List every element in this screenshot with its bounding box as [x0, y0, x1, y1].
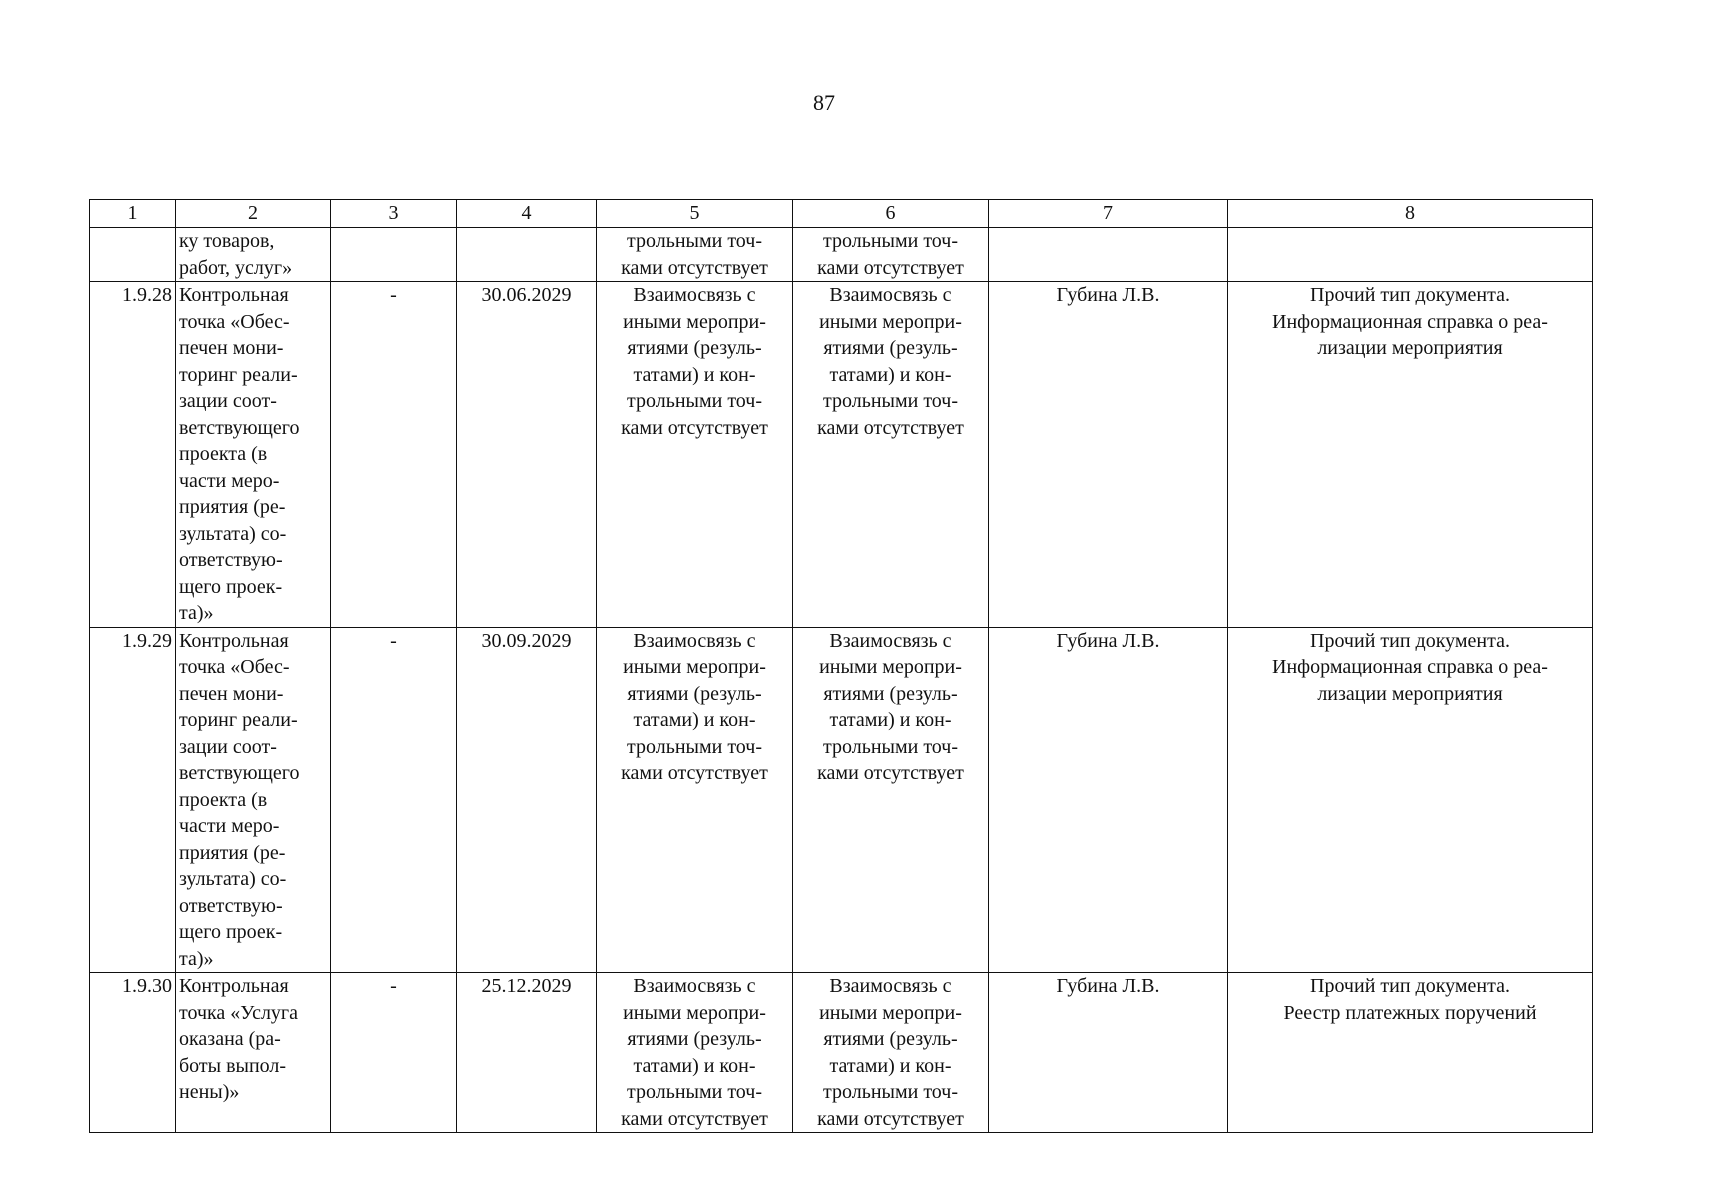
cell-num: 1.9.30: [90, 973, 176, 1133]
header-col-7: 7: [989, 200, 1228, 228]
table-row: [90, 282, 1593, 628]
table-row: [90, 627, 1593, 973]
cell-num: [90, 228, 176, 282]
cell-responsible: Губина Л.В.: [989, 973, 1228, 1133]
cell-col5: Взаимосвязь с иными меропри- ятиями (резуль- татами) и кон- трольными точ- ками отсутствует: [597, 973, 793, 1133]
header-col-1: 1: [90, 200, 176, 228]
cell-num: 1.9.28: [90, 282, 176, 628]
page-number: 87: [813, 90, 835, 115]
cell-name: Контрольная точка «Обес- печен мони- торинг реали- зации соот- ветствующего проекта (в части меро- приятия (ре- зультата) со- ответствую- щего проек- та)»: [176, 627, 331, 973]
cell-date: 30.06.2029: [457, 282, 597, 628]
cell-date: 30.09.2029: [457, 627, 597, 973]
table-row: [90, 973, 1593, 1133]
cell-document: [1228, 228, 1593, 282]
cell-num: 1.9.29: [90, 627, 176, 973]
cell-col5: Взаимосвязь с иными меропри- ятиями (резуль- татами) и кон- трольными точ- ками отсутствует: [597, 282, 793, 628]
header-col-3: 3: [331, 200, 457, 228]
cell-col3: -: [331, 282, 457, 628]
cell-col3: [331, 228, 457, 282]
cell-col5: трольными точ- ками отсутствует: [597, 228, 793, 282]
cell-col6: Взаимосвязь с иными меропри- ятиями (резуль- татами) и кон- трольными точ- ками отсутствует: [793, 282, 989, 628]
cell-col3: -: [331, 627, 457, 973]
header-col-4: 4: [457, 200, 597, 228]
cell-col6: трольными точ- ками отсутствует: [793, 228, 989, 282]
cell-col6: Взаимосвязь с иными меропри- ятиями (резуль- татами) и кон- трольными точ- ками отсутствует: [793, 627, 989, 973]
header-col-8: 8: [1228, 200, 1593, 228]
cell-col5: Взаимосвязь с иными меропри- ятиями (резуль- татами) и кон- трольными точ- ками отсутствует: [597, 627, 793, 973]
cell-document: Прочий тип документа. Информационная справка о реа- лизации мероприятия: [1228, 282, 1593, 628]
header-col-5: 5: [597, 200, 793, 228]
cell-name: Контрольная точка «Услуга оказана (ра- боты выпол- нены)»: [176, 973, 331, 1133]
header-row: [90, 200, 1593, 228]
cell-name: ку товаров, работ, услуг»: [176, 228, 331, 282]
cell-document: Прочий тип документа. Реестр платежных поручений: [1228, 973, 1593, 1133]
header-col-6: 6: [793, 200, 989, 228]
cell-document: Прочий тип документа. Информационная справка о реа- лизации мероприятия: [1228, 627, 1593, 973]
cell-responsible: Губина Л.В.: [989, 282, 1228, 628]
cell-date: 25.12.2029: [457, 973, 597, 1133]
table-row-continuation: [90, 228, 1593, 282]
cell-name: Контрольная точка «Обес- печен мони- торинг реали- зации соот- ветствующего проекта (в части меро- приятия (ре- зультата) со- ответствую- щего проек- та)»: [176, 282, 331, 628]
cell-date: [457, 228, 597, 282]
cell-col6: Взаимосвязь с иными меропри- ятиями (резуль- татами) и кон- трольными точ- ками отсутствует: [793, 973, 989, 1133]
cell-col3: -: [331, 973, 457, 1133]
cell-responsible: [989, 228, 1228, 282]
plan-table: [89, 199, 1593, 1133]
cell-responsible: Губина Л.В.: [989, 627, 1228, 973]
header-col-2: 2: [176, 200, 331, 228]
